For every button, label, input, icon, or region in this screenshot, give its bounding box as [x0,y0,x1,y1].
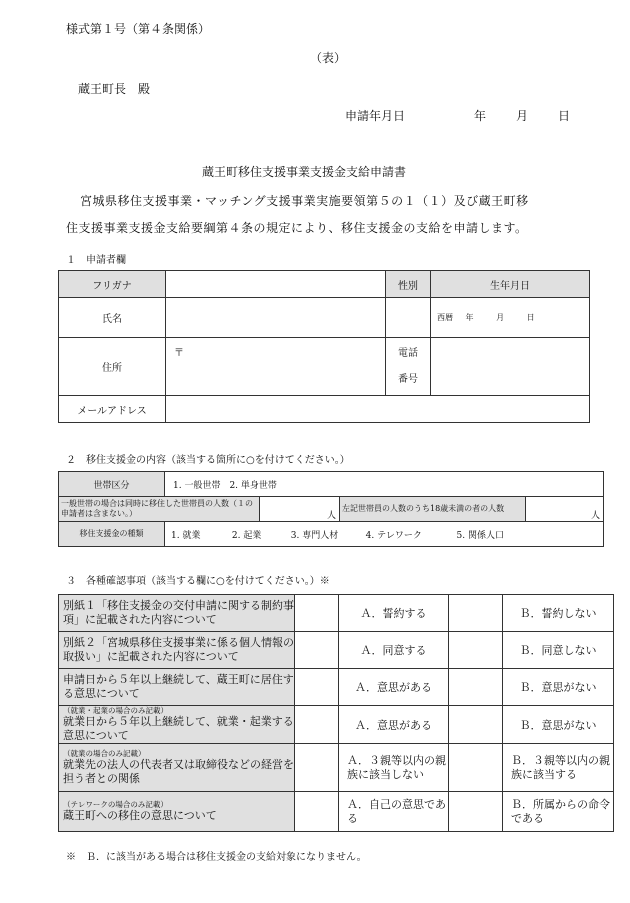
email-label: メールアドレス [59,396,166,423]
confirm-row-6-note: （テレワークの場合のみ記載） [63,800,168,810]
confirm-row-3-text: 申請日から５年以上継続して、蔵王町に居住する意思について [59,669,295,706]
members-field[interactable] [260,497,340,522]
birth-month-label: 月 [496,313,505,322]
confirm-row-4-option-b: Ｂ．意思がない [503,706,614,744]
confirm-row-5-note: （就業の場合のみ記載） [63,749,146,759]
type-option-startup[interactable]: 2. 起業 [231,530,262,541]
postal-mark: 〒 [174,348,184,359]
name-label: 氏名 [59,298,166,338]
confirm-row-6 [59,792,614,832]
addressee: 蔵王町長 殿 [78,82,151,96]
section3-heading: ３ 各種確認事項（該当する欄に○を付けてください。）※ [66,576,330,587]
gender-label: 性別 [386,271,431,298]
confirm-row-3-option-b: Ｂ．意思がない [503,669,614,706]
section1-heading: １ 申請者欄 [66,255,126,266]
type-option-telework[interactable]: 4. テレワーク [365,530,422,541]
type-option-specialist[interactable]: 3. 専門人材 [290,530,339,541]
form-side: （表） [310,51,347,65]
confirm-row-6-mark-a[interactable] [295,792,339,832]
furigana-label: フリガナ [59,271,166,298]
household-options[interactable]: 1. 一般世帯 2. 単身世帯 [165,472,604,497]
type-label: 移住支援金の種類 [59,522,165,547]
date-label: 申請年月日 [345,109,406,123]
confirm-row-2-text: 別紙２「宮城県移住支援事業に係る個人情報の取扱い」に記載された内容について [59,632,295,669]
confirm-row-3-mark-b[interactable] [449,669,503,706]
confirm-row-4-text: 就業日から５年以上継続して、就業・起業する意思について [63,715,294,742]
gender-field[interactable] [386,298,431,338]
confirm-row-6-option-a: Ａ．自己の意思である [339,792,449,832]
confirm-row-3-mark-a[interactable] [295,669,339,706]
confirm-row-4-mark-a[interactable] [295,706,339,744]
confirm-row-3-option-a: Ａ．意思がある [339,669,449,706]
confirm-row-5-option-b: Ｂ．３親等以内の親族に該当する [503,744,614,792]
type-option-employment[interactable]: 1. 就業 [171,530,201,541]
document-title: 蔵王町移住支援事業支援金支給申請書 [202,165,407,179]
household-label: 世帯区分 [59,472,165,497]
support-content-table [58,471,604,547]
name-field[interactable] [166,298,386,338]
birth-label: 生年月日 [431,271,590,298]
address-label: 住所 [59,338,166,396]
confirm-row-5-text: 就業先の法人の代表者又は取締役などの経営を担う者との関係 [63,758,294,785]
phone-label [386,338,431,396]
form-number: 様式第１号（第４条関係） [66,22,211,36]
furigana-field[interactable] [166,271,386,298]
footnote: ※ Ｂ．に該当がある場合は移住支援金の支給対象になりません。 [66,852,367,863]
confirm-row-5 [59,744,614,792]
confirm-row-2-option-a: Ａ．同意する [339,632,449,669]
era-label: 西暦 [437,313,453,322]
minors-unit: 人 [591,511,601,521]
confirm-row-2-mark-a[interactable] [295,632,339,669]
confirm-row-4-note: （就業・起業の場合のみ記載） [63,706,168,716]
section2-heading: ２ 移住支援金の内容（該当する箇所に○を付けてください。） [66,455,350,466]
confirm-row-1-option-b: Ｂ．誓約しない [503,595,614,632]
confirm-row-6-text-cell [59,792,295,832]
confirm-row-6-option-b: Ｂ．所属からの命令である [503,792,614,832]
confirm-row-4-mark-b[interactable] [449,706,503,744]
type-options[interactable] [165,522,604,547]
confirm-row-1-option-a: Ａ．誓約する [339,595,449,632]
type-option-relationship[interactable]: 5. 関係人口 [456,530,504,541]
birth-year-label: 年 [465,313,474,322]
confirm-row-1 [59,595,614,632]
confirm-row-3 [59,669,614,706]
confirm-row-1-mark-a[interactable] [295,595,339,632]
minors-field[interactable] [526,497,604,522]
confirm-row-6-mark-b[interactable] [449,792,503,832]
confirmation-table [58,594,614,832]
confirm-row-1-mark-b[interactable] [449,595,503,632]
confirm-row-4 [59,706,614,744]
address-field[interactable] [166,338,386,396]
confirm-row-4-text-cell [59,706,295,744]
minors-label: 左記世帯員の人数のうち18歳未満の者の人数 [340,497,526,522]
intro-line-2: 住支援事業支援金支給要綱第４条の規定により、移住支援金の支給を申請します。 [66,221,528,235]
birth-day-label: 日 [526,313,535,322]
phone-label-1: 電話 [398,347,418,359]
date-year: 年 [474,109,487,123]
confirm-row-2-option-b: Ｂ．同意しない [503,632,614,669]
confirm-row-5-mark-b[interactable] [449,744,503,792]
confirm-row-5-mark-a[interactable] [295,744,339,792]
applicant-table [58,270,590,423]
phone-label-2: 番号 [398,373,418,385]
date-day: 日 [558,109,571,123]
confirm-row-6-text: 蔵王町への移住の意思について [63,809,217,823]
confirm-row-2 [59,632,614,669]
members-label: 一般世帯の場合は同時に移住した世帯員の人数（１の申請者は含まない。） [59,497,260,522]
confirm-row-4-option-a: Ａ．意思がある [339,706,449,744]
intro-line-1: 宮城県移住支援事業・マッチング支援事業実施要領第５の１（１）及び蔵王町移 [80,194,529,208]
confirm-row-5-text-cell [59,744,295,792]
members-unit: 人 [326,511,336,521]
email-field[interactable] [166,396,590,423]
date-month: 月 [516,109,529,123]
confirm-row-2-mark-b[interactable] [449,632,503,669]
confirm-row-5-option-a: Ａ．３親等以内の親族に該当しない [339,744,449,792]
birth-field[interactable] [431,298,590,338]
confirm-row-1-text: 別紙１「移住支援金の交付申請に関する制約事項」に記載された内容について [59,595,295,632]
phone-field[interactable] [431,338,590,396]
